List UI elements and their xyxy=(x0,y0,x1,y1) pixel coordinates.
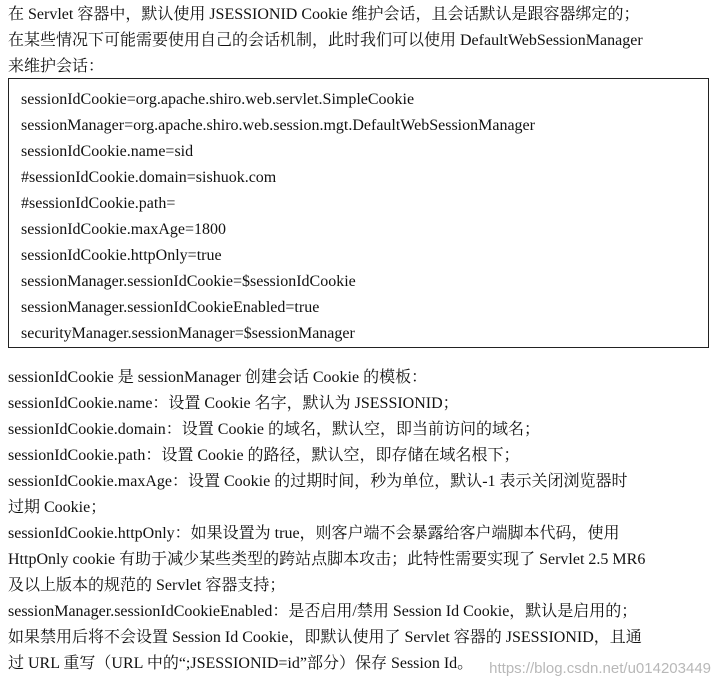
description-line: sessionIdCookie 是 sessionManager 创建会话 Cookie 的模板： xyxy=(8,369,428,386)
description-line: 过 URL 重写（URL 中的“;JSESSIONID=id”部分）保存 Session Id。 xyxy=(8,655,474,672)
code-line: sessionManager.sessionIdCookieEnabled=true xyxy=(21,299,320,316)
description-line: 过期 Cookie； xyxy=(8,499,107,516)
description-line: sessionIdCookie.path：设置 Cookie 的路径，默认空，即存储在域名根下； xyxy=(8,447,520,464)
description-line: 及以上版本的规范的 Servlet 容器支持； xyxy=(8,577,286,594)
code-line: sessionIdCookie.name=sid xyxy=(21,143,194,160)
description-line: HttpOnly cookie 有助于减少某些类型的跨站点脚本攻击；此特性需要实现了 Servlet 2.5 MR6 xyxy=(8,551,646,568)
intro-paragraph xyxy=(8,2,716,80)
description-line: sessionIdCookie.httpOnly：如果设置为 true，则客户端不会暴露给客户端脚本代码，使用 xyxy=(8,525,620,542)
description-line: 如果禁用后将不会设置 Session Id Cookie，即默认使用了 Servlet 容器的 JSESSIONID，且通 xyxy=(8,629,642,646)
description-paragraph xyxy=(8,365,716,677)
description-line: sessionIdCookie.domain：设置 Cookie 的域名，默认空，即当前访问的域名； xyxy=(8,421,540,438)
config-code-block xyxy=(8,78,709,348)
description-line: sessionIdCookie.name：设置 Cookie 名字，默认为 JSESSIONID； xyxy=(8,395,459,412)
description-line: sessionIdCookie.maxAge：设置 Cookie 的过期时间，秒为单位，默认-1 表示关闭浏览器时 xyxy=(8,473,628,490)
intro-line: 来维护会话： xyxy=(8,58,105,75)
code-line: #sessionIdCookie.path= xyxy=(21,195,176,212)
intro-line: 在 Servlet 容器中，默认使用 JSESSIONID Cookie 维护会话，且会话默认是跟容器绑定的； xyxy=(8,6,640,23)
code-line: sessionIdCookie=org.apache.shiro.web.servlet.SimpleCookie xyxy=(21,91,415,108)
code-line: sessionIdCookie.maxAge=1800 xyxy=(21,221,226,238)
code-line: securityManager.sessionManager=$sessionManager xyxy=(21,325,355,342)
code-line: #sessionIdCookie.domain=sishuok.com xyxy=(21,169,277,186)
intro-line: 在某些情况下可能需要使用自己的会话机制，此时我们可以使用 DefaultWebSessionManager xyxy=(8,32,643,49)
csdn-watermark: https://blog.csdn.net/u014203449 xyxy=(489,660,711,677)
description-line: sessionManager.sessionIdCookieEnabled：是否启用/禁用 Session Id Cookie，默认是启用的； xyxy=(8,603,638,620)
code-line: sessionManager=org.apache.shiro.web.session.mgt.DefaultWebSessionManager xyxy=(21,117,535,134)
code-line: sessionManager.sessionIdCookie=$sessionIdCookie xyxy=(21,273,356,290)
code-line: sessionIdCookie.httpOnly=true xyxy=(21,247,222,264)
